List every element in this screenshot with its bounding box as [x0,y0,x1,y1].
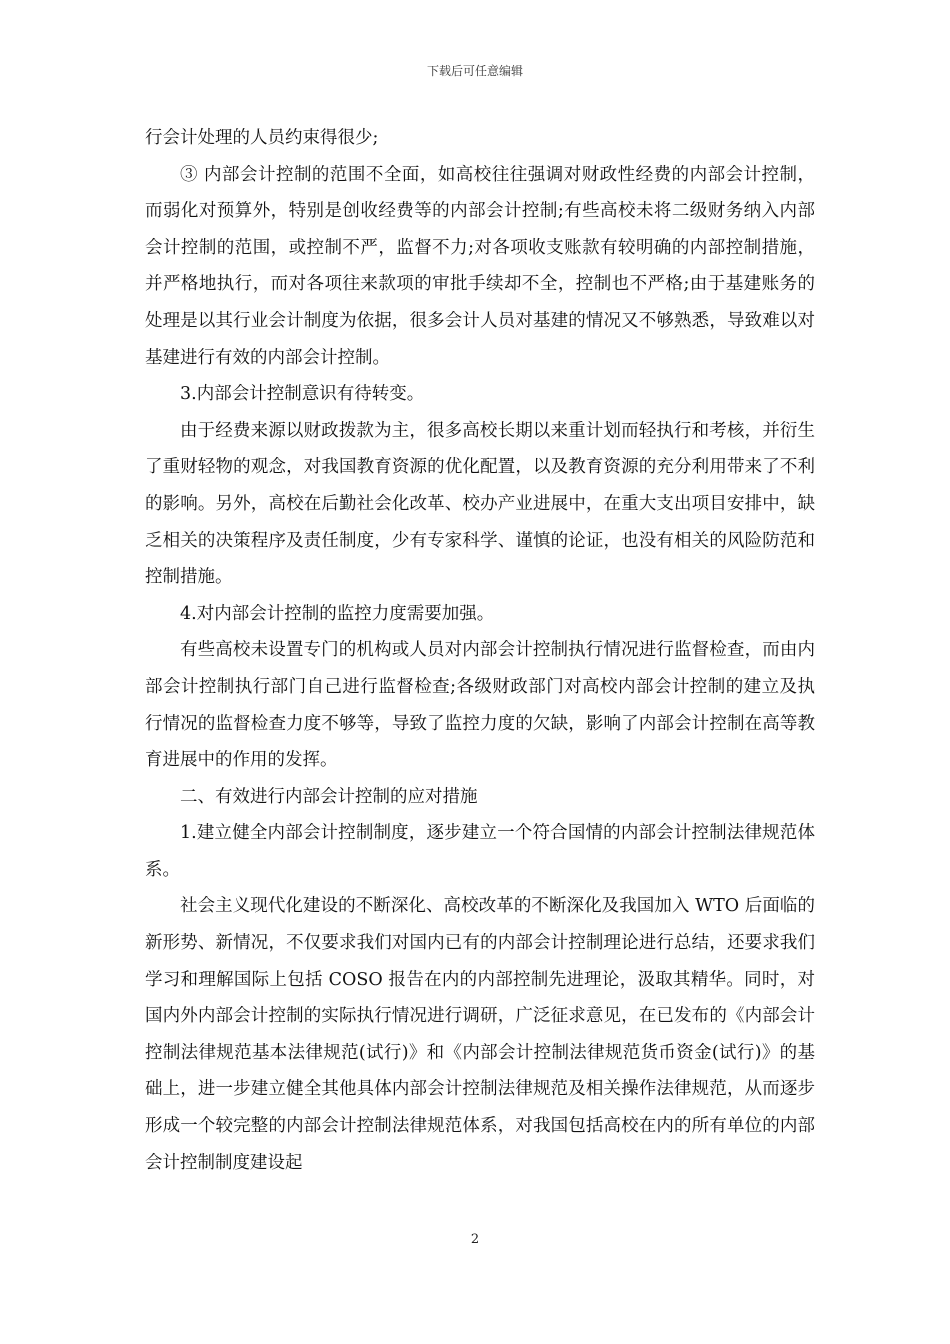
page-number: 2 [470,1232,480,1247]
paragraph: 行会计处理的人员约束得很少; [145,128,379,148]
page-header: 下载后可任意编辑 [426,64,523,78]
paragraph: ③ 内部会计控制的范围不全面，如高校往往强调对财政性经费的内部会计控制，而弱化对预算外，特别是创收经费等的内部会计控制;有些高校未将二级财务纳入内部会计控制的范围，或控制不严，监督不力;对各项收支账款有较明确的内部控制措施，并严格地执行，而对各项往来款项的审批手续却不全，控制也不严格;由于基建账务的处理是以其行业会计制度为依据，很多会计人员对基建的情况又不够熟悉，导致难以对基建进行有效的内部会计控制。 [145,164,815,368]
document-body [145,120,815,1181]
section-heading: 3.内部会计控制意识有待转变。 [180,384,425,405]
paragraph: 社会主义现代化建设的不断深化、高校改革的不断深化及我国加入 WTO 后面临的新形势、新情况，不仅要求我们对国内已有的内部会计控制理论进行总结，还要求我们学习和理解国际上包括 COSO 报告在内的内部控制先进理论，汲取其精华。同时，对国内外内部会计控制的实际执行情况进行调研，广泛征求意见，在已发布的《内部会计控制法律规范基本法律规范(试行)》和《内部会计控制法律规范货币资金(试行)》的基础上，进一步建立健全其他具体内部会计控制法律规范及相关操作法律规范，从而逐步形成一个较完整的内部会计控制法律规范体系，对我国包括高校在内的所有单位的内部会计控制制度建设起 [145,896,815,1173]
section-heading: 1.建立健全内部会计控制制度，逐步建立一个符合国情的内部会计控制法律规范体系。 [145,823,815,880]
paragraph: 由于经费来源以财政拨款为主，很多高校长期以来重计划而轻执行和考核，并衍生了重财轻物的观念，对我国教育资源的优化配置，以及教育资源的充分利用带来了不利的影响。另外，高校在后勤社会化改革、校办产业进展中，在重大支出项目安排中，缺乏相关的决策程序及责任制度，少有专家科学、谨慎的论证，也没有相关的风险防范和控制措施。 [145,420,815,588]
section-heading: 4.对内部会计控制的监控力度需要加强。 [180,603,495,624]
section-heading: 二、有效进行内部会计控制的应对措施 [180,786,478,807]
paragraph: 有些高校未设置专门的机构或人员对内部会计控制执行情况进行监督检查，而由内部会计控制执行部门自己进行监督检查;各级财政部门对高校内部会计控制的建立及执行情况的监督检查力度不够等，导致了监控力度的欠缺，影响了内部会计控制在高等教育进展中的作用的发挥。 [145,640,815,771]
